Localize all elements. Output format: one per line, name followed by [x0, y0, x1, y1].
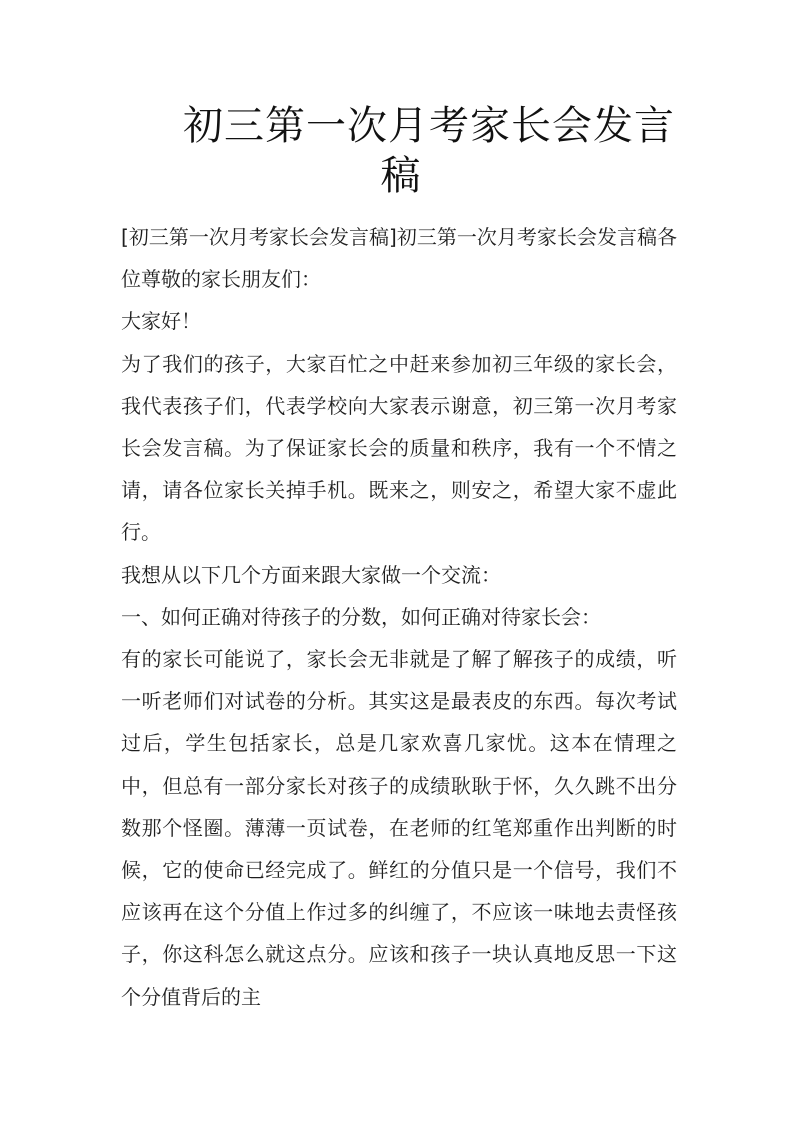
document-title-line-2: 稿	[380, 153, 422, 199]
paragraph-topics-intro: 我想从以下几个方面来跟大家做一个交流：	[121, 562, 501, 587]
document-title-line-1: 初三第一次月考家长会发言	[183, 103, 675, 149]
paragraph-greeting: 大家好！	[121, 309, 201, 334]
paragraph-section-body: 有的家长可能说了，家长会无非就是了解了解孩子的成绩，听一听老师们对试卷的分析。其实这是最表皮的东西。每次考试过后，学生包括家长，总是几家欢喜几家忧。这本在情理之中，但总有一部分家长对孩子的成绩耿耿于怀，久久跳不出分数那个怪圈。薄薄一页试卷，在老师的红笔郑重作出判断的时候，它的使命已经完成了。鲜红的分值只是一个信号，我们不应该再在这个分值上作过多的纠缠了，不应该一味地去责怪孩子，你这科怎么就这点分。应该和孩子一块认真地反思一下这个分值背后的主	[121, 647, 677, 1009]
paragraph-intro: [初三第一次月考家长会发言稿]初三第一次月考家长会发言稿各位尊敬的家长朋友们：	[121, 225, 677, 292]
paragraph-thanks: 为了我们的孩子，大家百忙之中赶来参加初三年级的家长会，我代表孩子们，代表学校向大家表示谢意，初三第一次月考家长会发言稿。为了保证家长会的质量和秩序，我有一个不情之请，请各位家长关掉手机。既来之，则安之，希望大家不虚此行。	[121, 351, 677, 545]
document-body	[121, 216, 677, 1018]
paragraph-section-heading: 一、如何正确对待孩子的分数，如何正确对待家长会：	[121, 604, 601, 629]
